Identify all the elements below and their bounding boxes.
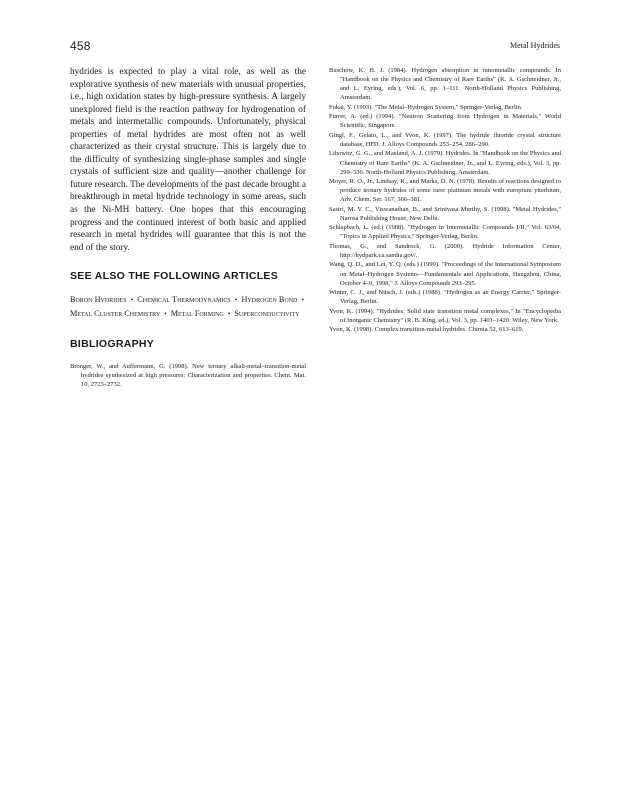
bullet-separator: • (164, 310, 167, 319)
see-also-list (70, 293, 306, 321)
bibliography-entry: Schlapbach, L. (ed.) (1988). "Hydrogen in Intermetallic Compounds I/II," Vol. 63/64, "Topics in Applied Physics," Springer-Verlag, Berlin. (329, 224, 561, 241)
see-also-heading: SEE ALSO THE FOLLOWING ARTICLES (70, 270, 279, 283)
body-paragraph: hydrides is expected to play a vital role, as well as the explorative synthesis of new materials with unusual properties, i.e., high oxidation states by high-pressure synthesis. A largely unexplored field is the reaction pathway for hydrogenation of metals and intermetallic compounds. Unfortunately, physical properties of metal hydrides are most often not as well characterized as their crystal structure. This is largely due to the difficulty of synthesizing single-phase samples and single crystals of sufficient size and quality—another challenge for future research. The developments of the past decade brought a breakthrough in metal hydride technology in some areas, such as the Ni-MH battery. One hopes that this encouraging progress and the continued interest of both basic and applied research in metal hydrides will guarantee that this is not the end of the story. (70, 67, 306, 253)
bibliography-entry: Sastri, M. V. C., Viswanathan, B., and Srinivasa Murthy, S. (1998). "Metal Hydrides," Narosa Publishing House, New Delhi. (329, 205, 561, 222)
see-also-item[interactable]: Metal Forming (170, 309, 224, 319)
see-also-item[interactable]: Metal Cluster Chemistry (70, 309, 161, 319)
bibliography-entry: Yvon, K. (1994). "Hydrides: Solid state transition metal complexes," In "Encyclopedia of Inorganic Chemistry" (R. B. King, ed.), Vol. 3, pp. 1401–1420. Wiley, New York. (329, 307, 561, 324)
bibliography-entry: Wang, Q. D., and Lei, Y. Q. (eds.) (1999). "Proceedings of the International Symposium on Metal–Hydrogen Systems—Fundamentals and Applications, Hangzhou, China, October 4–9, 1998," J. Alloys Compounds 293–295. (329, 261, 561, 287)
bibliography-heading: BIBLIOGRAPHY (70, 338, 155, 351)
right-column (329, 66, 561, 335)
left-column (70, 66, 306, 389)
bibliography-entry: Gingl, F., Gelato, L., and Yvon, K. (1997). The hydride fluoride crystal structure database, HFD. J. Alloys Compounds 253–254, 286–290. (329, 131, 561, 148)
bibliography-entry: Bronger, W., and Auffermann, G. (1998). New ternary alkali-metal–transition-metal hydrides synthesized at high pressures: Characterization and properties. Chem. Mat. 10, 2723–2732. (70, 363, 306, 389)
page-number: 458 (70, 39, 91, 53)
bibliography-entry: Libowitz, G. G., and Maeland, A. J. (1979). Hydrides. In "Handbook on the Physics and Chemistry of Rare Earths" (K. A. Gschneidner, Jr., and L. Eyring, eds.), Vol. 3, pp. 299–336. North-Holland Physics Publishing, Amsterdam. (329, 150, 561, 176)
see-also-item[interactable]: Hydrogen Bond (241, 295, 298, 305)
bibliography-entry: Yvon, K. (1998). Complex transition-metal hydrides. Chimia 52, 613–619. (329, 326, 524, 334)
bibliography-entry: Winter, C. J., and Nitsch, J. (eds.) (1988). "Hydrogen as an Energy Carrier," Springer-Verlag, Berlin. (329, 289, 561, 306)
bullet-separator: • (234, 296, 238, 305)
running-head: Metal Hydrides (510, 41, 560, 50)
bibliography-entry: Fukai, Y. (1993). "The Metal–Hydrogen System," Springer-Verlag, Berlin. (329, 103, 523, 111)
bullet-separator: • (301, 296, 304, 305)
bibliography-entry: Moyer, R. O., Jr., Lindsay, R., and Marks, D. N. (1978). Results of reactions designed to produce ternary hydrides of some rarer platinum metals with europium ytterbium, Adv. Chem. Ser. 167, 366–381. (329, 178, 561, 204)
see-also-item[interactable]: Chemical Thermodynamics (137, 295, 231, 305)
bullet-separator: • (227, 310, 231, 319)
bibliography-entry: Buschow, K. H. J. (1984). Hydrogen absorption in intermetallic compounds. In "Handbook on the Physics and Chemistry of Rare Earths" (K. A. Gschneidner, Jr., and L. Eyring, eds.), Vol. 6, pp. 1–111. North-Holland Physics Publishing, Amsterdam. (329, 67, 561, 102)
see-also-item[interactable]: Superconductivity (234, 309, 300, 319)
bibliography-entry: Thomas, G., and Sandrock, G. (2000). Hydride Information Center, http://hydpark.ca.sandia.gov/. (329, 242, 561, 259)
see-also-item[interactable]: Boron Hydrides (70, 295, 127, 305)
bibliography-entry: Furrer, A. (ed.) (1994). "Neutron Scattering from Hydrogen in Materials," World Scientific, Singapore. (329, 113, 561, 130)
bullet-separator: • (130, 296, 134, 305)
